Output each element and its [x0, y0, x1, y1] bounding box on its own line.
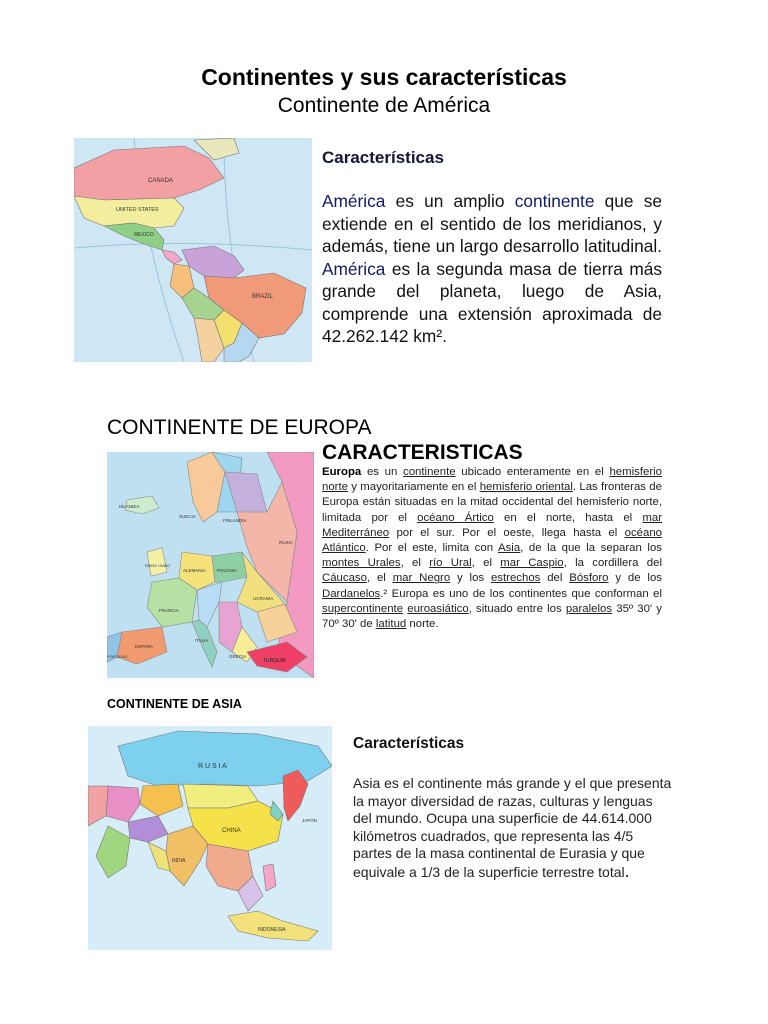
- europe-map-label-grecia: GRECIA: [229, 654, 247, 659]
- link-supercontinente[interactable]: supercontinente: [322, 602, 404, 615]
- europe-map-label-espana: ESPAÑA: [135, 644, 153, 649]
- asia-map-label-china: CHINA: [222, 828, 241, 834]
- europe-map-label-portugal: PORTUGAL: [107, 655, 128, 659]
- link-dardanelos[interactable]: Dardanelos: [322, 587, 381, 600]
- europe-map-label-islandia: ISLANDIA: [119, 504, 140, 509]
- america-paragraph: América es un amplio continente que se extiende en el sentido de los meridianos, y además, tiene un largo desarrollo latitudinal. América es la segunda masa de tierra más grande del planeta, luego de Asia, comprende una extensión aproximada de 42.262.142 km².: [322, 191, 662, 346]
- link-mar-negro[interactable]: mar Negro: [392, 572, 451, 585]
- europe-section-title: CONTINENTE DE EUROPA: [107, 416, 372, 439]
- europe-map: [107, 452, 314, 678]
- europe-heading: CARACTERISTICAS: [322, 441, 523, 464]
- link-oceano-atlantico[interactable]: océano Atlántico: [322, 526, 662, 555]
- link-asia[interactable]: Asia: [498, 542, 521, 555]
- europe-map-label-alemania: ALEMANIA: [183, 568, 206, 573]
- continente-link[interactable]: continente: [514, 191, 595, 211]
- europe-map-label-italia: ITALIA: [195, 638, 209, 643]
- asia-map-label-indonesia: INDONESIA: [258, 927, 286, 933]
- asia-map: [88, 726, 332, 950]
- asia-heading: Características: [353, 735, 465, 752]
- america-link-word-2[interactable]: América: [322, 258, 386, 279]
- europe-map-label-polonia: POLONIA: [217, 568, 238, 573]
- asia-section-title: CONTINENTE DE ASIA: [107, 697, 242, 711]
- link-euroasiatico[interactable]: euroasiático: [407, 602, 469, 615]
- link-latitud[interactable]: latitud: [375, 618, 407, 631]
- link-montes-urales[interactable]: montes Urales: [322, 557, 401, 570]
- europe-map-label-rusia: RUSIA: [279, 540, 293, 545]
- asia-map-label-japon: JAPÓN: [302, 818, 318, 823]
- america-map-label-usa: UNITED STATES: [116, 207, 159, 213]
- document-subtitle: Continente de América: [277, 94, 491, 117]
- link-continente[interactable]: continente: [403, 466, 456, 478]
- europe-map-label-reino-unido: REINO UNIDO: [145, 564, 171, 568]
- europe-map-label-turquia: TURQUIA: [263, 658, 286, 664]
- link-bosforo[interactable]: Bósforo: [569, 572, 609, 585]
- asia-map-label-rusia: R U S I A: [198, 763, 227, 770]
- europe-map-label-francia: FRANCIA: [159, 608, 179, 613]
- document-title: Continentes y sus características: [201, 64, 567, 90]
- link-hemisferio-oriental[interactable]: hemisferio oriental: [479, 481, 573, 494]
- link-estrechos[interactable]: estrechos: [490, 572, 541, 585]
- america-map-label-brazil: BRAZIL: [252, 294, 274, 300]
- link-mar-caspio[interactable]: mar Caspio: [500, 557, 564, 570]
- asia-map-label-india: INDIA: [172, 858, 186, 864]
- europe-map-label-ucrania: UCRANIA: [253, 596, 274, 601]
- america-map-label-mexico: MEXICO: [134, 232, 154, 238]
- america-map: [74, 138, 312, 362]
- america-heading: Características: [322, 148, 444, 167]
- link-caucaso[interactable]: Cáucaso: [322, 572, 367, 585]
- link-mar-mediterraneo[interactable]: mar Mediterráneo: [322, 511, 663, 539]
- link-hemisferio-norte[interactable]: hemisferio norte: [322, 466, 662, 494]
- europe-paragraph: Europa es un continente ubicado enteramente en el hemisferio norte y mayoritariamente en el hemisferio oriental. Las fronteras de Europa están situadas en la mitad occidental del hemisferio norte, limitada por el océano Ártico en el norte, hasta el mar Mediterráneo por el sur. Por el oeste, llega hasta el océano Atlántico. Por el este, limita con Asia, de la que la separan los montes Urales, el río Ural, el mar Caspio, la cordillera del Cáucaso, el mar Negro y los estrechos del Bósforo y de los Dardanelos.² Europa es uno de los continentes que conforman el supercontinente euroasiático, situado entre los paralelos 35º 30' y 70º 30' de latitud norte.: [322, 466, 663, 631]
- link-rio-ural[interactable]: río Ural: [429, 557, 472, 570]
- america-map-label-canada: CANADA: [148, 178, 174, 184]
- america-link-word[interactable]: América: [322, 191, 386, 211]
- europe-map-label-finlandia: FINLANDIA: [223, 518, 247, 523]
- asia-paragraph: Asia es el continente más grande y el que presenta la mayor diversidad de razas, culturas y lenguas del mundo. Ocupa una superficie de 44.614.000 kilómetros cuadrados, que representa las 4/5 partes de la masa continental de Eurasia y que equivale a 1/3 de la superficie terrestre total.: [353, 775, 672, 881]
- link-oceano-artico[interactable]: océano Ártico: [417, 511, 494, 524]
- link-paralelos[interactable]: paralelos: [565, 602, 613, 615]
- europe-map-label-suecia: SUECIA: [179, 514, 196, 519]
